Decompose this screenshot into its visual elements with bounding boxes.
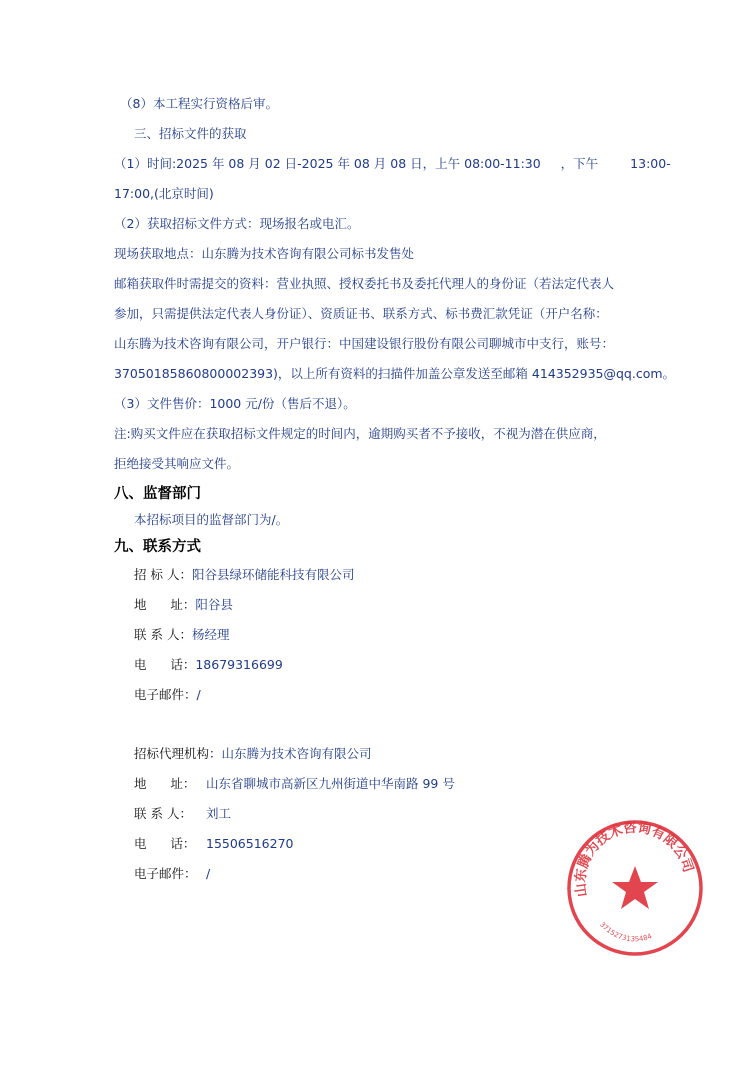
tenderer-name: 阳谷县绿环储能科技有限公司 [191,567,355,582]
agency-address-row [134,778,455,791]
agency-name: 山东腾为技术咨询有限公司 [221,746,372,761]
tenderer-contact-row [134,629,229,642]
time-line-2: 17:00,(北京时间) [114,186,214,201]
note-line-2: 拒绝接受其响应文件。 [114,456,240,471]
seal-name-path: 山东腾为技术咨询有限公司 [572,819,697,898]
materials-line-3: 山东腾为技术咨询有限公司，开户银行：中国建设银行股份有限公司聊城市中支行，账号： [114,336,615,351]
method-line: （2）获取招标文件方式：现场报名或电汇。 [114,216,360,231]
agency-email-row [134,868,210,881]
agency-name-row [134,748,372,761]
agency-phone: 15506516270 [206,836,294,851]
time-line-1 [114,158,671,171]
company-seal [565,818,705,958]
agency-contact: 刘工 [206,806,232,821]
tenderer-phone-row [134,659,283,672]
location-line: 现场获取地点：山东腾为技术咨询有限公司标书发售处 [114,246,415,261]
price-line: （3）文件售价：1000 元/份（售后不退）。 [114,396,356,411]
materials-line-1: 邮箱获取件时需提交的资料：营业执照、授权委托书及委托代理人的身份证（若法定代表人 [114,276,615,291]
time-morning: （1）时间:2025 年 08 月 02 日-2025 年 08 月 08 日，上午 08:00-11:30 [114,156,541,171]
seal-number [598,921,653,944]
tenderer-name-label: 招 标 人： [134,567,192,582]
section-8-title: 八、监督部门 [114,486,201,502]
tenderer-name-row [134,569,354,582]
time-afternoon-start: 13:00- [630,156,671,171]
agency-contact-label: 联 系 人： [134,806,192,821]
item-8: （8）本工程实行资格后审。 [120,96,278,111]
note-line-1: 注:购买文件应在获取招标文件规定的时间内，逾期购买者不予接收，不视为潜在供应商， [114,426,606,441]
agency-name-label: 招标代理机构： [134,746,222,761]
agency-contact-row [134,808,231,821]
tenderer-phone: 18679316699 [195,657,283,672]
tenderer-address-row [134,599,233,612]
materials-line-2: 参加，只需提供法定代表人身份证）、资质证书、联系方式、标书费汇款凭证（开户名称： [114,306,608,321]
materials-line-4: 37050185860800002393)，以上所有资料的扫描件加盖公章发送至邮箱 414352935@qq.com。 [114,366,676,381]
agency-phone-label: 电 话： [134,836,196,851]
section-8-body: 本招标项目的监督部门为/。 [134,512,289,527]
tenderer-address: 阳谷县 [195,597,233,612]
time-afternoon-label: ，下午 [560,156,599,171]
section-9-title: 九、联系方式 [114,539,201,555]
tenderer-email-label: 电子邮件： [134,687,197,702]
tenderer-email: / [196,687,201,702]
agency-email-label: 电子邮件： [134,866,197,881]
seal-number-path: 3715273135484 [598,920,653,944]
tenderer-phone-label: 电 话： [134,657,196,672]
tenderer-email-row [134,689,201,702]
tenderer-contact: 杨经理 [191,627,230,642]
agency-address: 山东省聊城市高新区九州街道中华南路 99 号 [206,776,455,791]
section-3-title: 三、招标文件的获取 [134,126,247,141]
agency-address-label: 地 址： [134,776,196,791]
agency-email: / [206,866,211,881]
tenderer-contact-label: 联 系 人： [134,627,192,642]
tenderer-address-label: 地 址： [134,597,196,612]
agency-phone-row [134,838,293,851]
star-icon [612,866,658,909]
